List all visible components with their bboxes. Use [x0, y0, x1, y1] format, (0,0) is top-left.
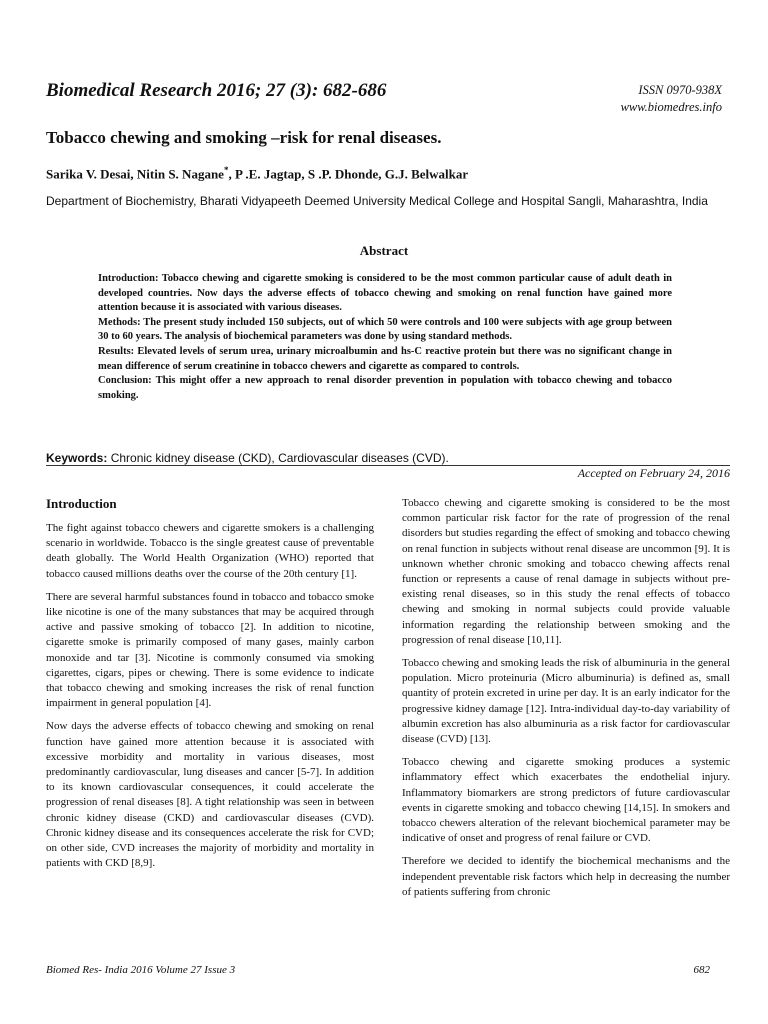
- abstract: [98, 272, 672, 403]
- body-paragraph: The fight against tobacco chewers and cigarette smokers is a challenging scenario in worldwide. Tobacco is the single greatest cause of preventable death globally. The World Health Organization (WHO) reported that tobacco caused millions deaths over the course of the 20th century [1].: [46, 522, 374, 580]
- abstract-conclusion: Conclusion: This might offer a new approach to renal disorder prevention in population with tobacco chewing and tobacco smoking.: [98, 375, 672, 401]
- abstract-heading: Abstract: [359, 243, 409, 258]
- affiliation: Department of Biochemistry, Bharati Vidyapeeth Deemed University Medical College and Hospital Sangli, Maharashtra, India: [46, 194, 708, 208]
- authors: [46, 165, 468, 182]
- body-paragraph: Tobacco chewing and smoking leads the risk of albuminuria in the general population. Micro proteinuria (Micro albuminuria) is defined as, small quantity of protein excreted in urine per day. It is an early indicator for the progressive kidney damage [12]. Intra-individual day-to-day variability of albumin excretion has also albuminuria as a risk factor for cardiovascular disease (CVD) [13].: [402, 657, 730, 746]
- keywords: [46, 451, 449, 465]
- journal-citation: Biomedical Research 2016; 27 (3): 682-686: [46, 80, 387, 101]
- abstract-introduction: Introduction: Tobacco chewing and cigarette smoking is considered to be the most common particular cause of adult death in developed countries. Now days the adverse effects of tobacco chewing and smoking on renal function have gained more attention because it is associated with various diseases.: [98, 273, 672, 314]
- website[interactable]: www.biomedres.info: [620, 100, 722, 114]
- paper-title: Tobacco chewing and smoking –risk for renal diseases.: [46, 128, 442, 147]
- body-paragraph: There are several harmful substances found in tobacco and tobacco smoke like nicotine is one of the many substances that may be acquired through active and passive smoking of tobacco [2]. In addition to nicotine, cigarette smoke is primarily composed of many gases, mainly carbon monoxide and tar [3]. Nicotine is commonly consumed via smoking cigarettes, cigars, pipes or chewing. There is some evidence to indicate that tobacco chewing and smoking increases the risk of renal function impairment in general population [4].: [46, 590, 374, 710]
- body-paragraph: Tobacco chewing and cigarette smoking produces a systemic inflammatory effect which exacerbates the endothelial injury. Inflammatory biomarkers are strong predictors of future cardiovascular events in cigarette smoking and tobacco chewing [14,15]. In smokers and tobacco chewers alteration of the relevant biochemical parameter may be indicative of onset and progress of renal failure or CVD.: [402, 756, 730, 845]
- footer-citation: Biomed Res- India 2016 Volume 27 Issue 3: [46, 964, 236, 976]
- introduction-heading: Introduction: [46, 496, 117, 511]
- accepted-date: Accepted on February 24, 2016: [577, 466, 730, 480]
- body-paragraph: Tobacco chewing and cigarette smoking is considered to be the most common particular risk factor for the rate of progression of the renal disorders but studies regarding the effect of smoking and tobacco chewing on renal function in subjects without renal disease are uncommon [9]. It is unknown whether chronic smoking and tobacco chewing affects renal function or represents a cause of renal damage in subjects without pre-existing renal diseases, so in this study the renal effects of tobacco chewing and smoking in normal subjects could provide valuable information regarding the relationship between smoking and the progression of renal disease [10,11].: [402, 497, 730, 646]
- right-column: [402, 496, 730, 908]
- authors-first: Sarika V. Desai, Nitin S. Nagane: [46, 166, 224, 182]
- abstract-methods: Methods: The present study included 150 subjects, out of which 50 were controls and 100 were subjects with age group between 30 to 60 years. The analysis of biochemical parameters was done by using standard methods.: [98, 316, 672, 343]
- page-number: 682: [693, 964, 710, 976]
- abstract-results: Results: Elevated levels of serum urea, urinary microalbumin and hs-C reactive protein but there was no significant change in mean difference of serum creatinine in tobacco chewers and cigarette as compared to controls.: [98, 345, 672, 372]
- issn-block: [621, 82, 722, 116]
- left-column: [46, 496, 374, 879]
- authors-rest: , P .E. Jagtap, S .P. Dhonde, G.J. Belwalkar: [228, 166, 469, 182]
- corresponding-mark: *: [223, 165, 229, 175]
- body-paragraph: Therefore we decided to identify the biochemical mechanisms and the independent preventable risk factors which help in decreasing the number of patients suffering from chronic: [402, 855, 730, 898]
- body-paragraph: Now days the adverse effects of tobacco chewing and smoking on renal function have gained more attention because it is associated with excessive morbidity and mortality in various diseases, most predominantly cardiovascular, lung diseases and cancer [5-7]. In addition to its known cardiovascular consequences, it could accelerate the progression of renal diseases [8]. A tight relationship was seen in between chronic kidney disease (CKD) and cardiovascular diseases (CVD). Chronic kidney disease and its consequences accelerate the risk for CVD; on other side, CVD increases the majority of morbidity and mortality in patients with CKD [8,9].: [46, 720, 374, 870]
- issn: ISSN 0970-938X: [638, 83, 722, 97]
- keywords-text: Chronic kidney disease (CKD), Cardiovascular diseases (CVD).: [107, 451, 449, 465]
- keywords-label: Keywords:: [46, 451, 108, 465]
